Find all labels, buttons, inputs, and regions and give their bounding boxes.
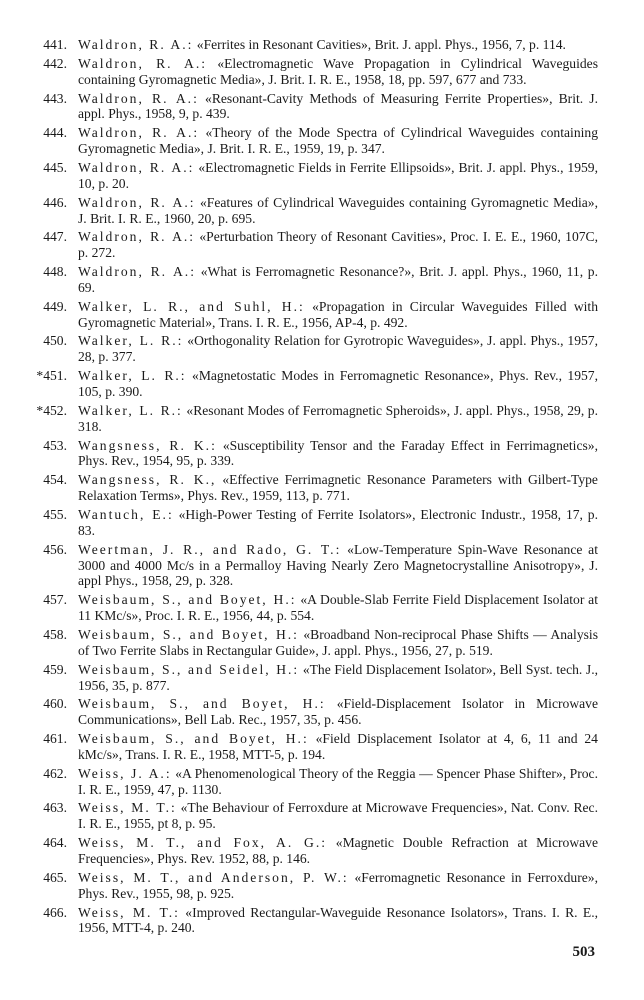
reference-number: 460. (43, 696, 67, 712)
reference-authors: Wangsness, R. K., (78, 472, 217, 488)
reference-authors: Weisbaum, S., and Boyet, H.: (78, 696, 326, 712)
reference-authors: Weiss, M. T.: (78, 904, 180, 920)
reference-authors: Weiss, M. T.: (78, 800, 177, 816)
reference-entry (24, 696, 598, 728)
reference-text: «Ferrites in Resonant Cavities», Brit. J. appl. Phys., 1956, 7, p. 114. (196, 37, 566, 52)
reference-authors: Wantuch, E.: (78, 506, 174, 522)
reference-entry (24, 195, 598, 227)
reference-text: «Low-Temperature Spin-Wave Resonance at 3000 and 4000 Mc/s in a Permalloy Having Nearly Zero Magnetocrystalline Anisotropy», J. appl Phys., 1958, 29, p. 328. (78, 541, 598, 589)
reference-number: 444. (43, 125, 67, 141)
reference-entry (24, 368, 598, 400)
reference-number: 462. (43, 765, 67, 781)
reference-entry (24, 299, 598, 331)
reference-number: 466. (43, 904, 67, 920)
reference-authors: Weiss, J. A.: (78, 765, 172, 781)
reference-authors: Walker, L. R., and Suhl, H.: (78, 298, 305, 314)
reference-entry (24, 438, 598, 470)
reference-number: 465. (43, 869, 67, 885)
reference-authors: Weertman, J. R., and Rado, G. T.: (78, 541, 342, 557)
reference-text: «Field-Displacement Isolator in Microwave Communications», Bell Lab. Rec., 1957, 35, p. 456. (78, 696, 598, 728)
reference-number: 457. (43, 592, 67, 608)
reference-entry (24, 835, 598, 867)
reference-authors: Weisbaum, S., and Boyet, H.: (78, 626, 299, 642)
reference-text: «Orthogonality Relation for Gyrotropic Waveguides», J. appl. Phys., 1957, 28, p. 377. (78, 333, 599, 365)
reference-text: «The Behaviour of Ferroxdure at Microwave Frequencies», Nat. Conv. Rec. I. R. E., 1955, pt 8, p. 95. (78, 800, 598, 832)
reference-list (24, 37, 598, 939)
reference-number: *452. (36, 402, 67, 418)
reference-authors: Wangsness, R. K.: (78, 437, 217, 453)
reference-text: «A Double-Slab Ferrite Field Displacement Isolator at 11 KMc/s», Proc. I. R. E., 1956, 44, p. 554. (78, 592, 598, 624)
reference-text: «Electromagnetic Fields in Ferrite Ellipsoids», Brit. J. appl. Phys., 1959, 10, p. 20. (78, 159, 598, 191)
reference-authors: Waldron, R. A.: (78, 229, 196, 245)
reference-number: 456. (43, 541, 67, 557)
reference-entry (24, 472, 598, 504)
reference-authors: Walker, L. R.: (78, 402, 183, 418)
reference-authors: Waldron, R. A.: (78, 90, 199, 106)
reference-entry (24, 662, 598, 694)
reference-entry (24, 125, 598, 157)
reference-text: «The Field Displacement Isolator», Bell Syst. tech. J., 1956, 35, p. 877. (78, 661, 598, 693)
reference-text: «Magnetic Double Refraction at Microwave Frequencies», Phys. Rev. 1952, 88, p. 146. (78, 835, 599, 867)
reference-text: «Resonant Modes of Ferromagnetic Spheroids», J. appl. Phys., 1958, 29, p. 318. (78, 402, 598, 434)
reference-number: 442. (43, 55, 67, 71)
reference-text: «Magnetostatic Modes in Ferromagnetic Resonance», Phys. Rev., 1957, 105, p. 390. (78, 368, 598, 400)
reference-entry (24, 800, 598, 832)
reference-text: «Broadband Non-reciprocal Phase Shifts — Analysis of Two Ferrite Slabs in Rectangular Guide», J. appl. Phys., 1956, 27, p. 519. (78, 626, 598, 658)
reference-entry (24, 627, 598, 659)
reference-entry (24, 229, 598, 261)
reference-authors: Waldron, R. A.: (78, 37, 194, 52)
reference-number: 458. (43, 626, 67, 642)
reference-text: «Electromagnetic Wave Propagation in Cylindrical Waveguides containing Gyromagnetic Media», J. Brit. I. R. E., 1958, 18, pp. 597, 677 and 733. (78, 55, 599, 87)
reference-text: «Perturbation Theory of Resonant Cavities», Proc. I. E. E., 1960, 107C, p. 272. (78, 229, 599, 261)
reference-entry (24, 56, 598, 88)
reference-number: 445. (43, 159, 67, 175)
reference-number: 441. (43, 37, 67, 52)
reference-entry (24, 403, 598, 435)
reference-text: «Ferromagnetic Resonance in Ferroxdure», Phys. Rev., 1955, 98, p. 925. (78, 869, 598, 901)
reference-authors: Waldron, R. A.: (78, 264, 196, 280)
reference-entry (24, 731, 598, 763)
reference-text: «Theory of the Mode Spectra of Cylindrical Waveguides containing Gyromagnetic Media», J. Brit. I. R. E., 1959, 19, p. 347. (78, 125, 598, 157)
reference-entry (24, 333, 598, 365)
reference-number: 453. (43, 437, 67, 453)
reference-number: 447. (43, 229, 67, 245)
reference-authors: Weisbaum, S., and Seidel, H.: (78, 661, 300, 677)
reference-text: «What is Ferromagnetic Resonance?», Brit. J. appl. Phys., 1960, 11, p. 69. (78, 264, 599, 295)
reference-authors: Weiss, M. T., and Fox, A. G.: (78, 835, 328, 851)
reference-entry (24, 766, 598, 798)
reference-authors: Waldron, R. A.: (78, 55, 208, 71)
reference-number: 463. (43, 800, 67, 816)
reference-entry (24, 160, 598, 192)
reference-text: «Features of Cylindrical Waveguides containing Gyromagnetic Media», J. Brit. I. R. E., 1960, 20, p. 695. (78, 194, 599, 226)
reference-authors: Weisbaum, S., and Boyet, H.: (78, 731, 309, 747)
reference-text: «Improved Rectangular-Waveguide Resonance Isolators», Trans. I. R. E., 1956, MTT-4, p. 240. (78, 904, 598, 936)
reference-authors: Waldron, R. A.: (78, 194, 196, 210)
reference-authors: Walker, L. R.: (78, 368, 187, 384)
reference-number: 459. (43, 661, 67, 677)
reference-authors: Waldron, R. A.: (78, 125, 200, 141)
reference-entry (24, 37, 598, 53)
reference-entry (24, 905, 598, 937)
reference-entry (24, 592, 598, 624)
reference-number: 449. (43, 298, 67, 314)
reference-number: 455. (43, 506, 67, 522)
reference-authors: Weiss, M. T., and Anderson, P. W.: (78, 869, 349, 885)
reference-text: «Field Displacement Isolator at 4, 6, 11 and 24 kMc/s», Trans. I. R. E., 1958, MTT-5, p. 194. (78, 731, 598, 762)
reference-text: «Propagation in Circular Waveguides Filled with Gyromagnetic Material», Trans. I. R. E., 1956, AP-4, p. 492. (78, 298, 598, 330)
reference-text: «High-Power Testing of Ferrite Isolators», Electronic Industr., 1958, 17, p. 83. (78, 506, 598, 538)
reference-entry (24, 542, 598, 590)
reference-text: «Susceptibility Tensor and the Faraday Effect in Ferrimagnetics», Phys. Rev., 1954, 95, p. 339. (78, 437, 598, 469)
reference-text: «Effective Ferrimagnetic Resonance Parameters with Gilbert-Type Relaxation Terms», Phys. Rev., 1959, 113, p. 771. (78, 472, 598, 504)
reference-number: 446. (43, 194, 67, 210)
reference-authors: Walker, L. R.: (78, 333, 184, 349)
reference-number: 464. (43, 835, 67, 851)
reference-authors: Weisbaum, S., and Boyet, H.: (78, 592, 297, 608)
reference-entry (24, 264, 598, 296)
reference-entry (24, 91, 598, 123)
page-number: 503 (572, 944, 595, 960)
reference-number: 454. (43, 472, 67, 488)
reference-entry (24, 870, 598, 902)
reference-number: 448. (43, 264, 67, 280)
reference-authors: Waldron, R. A.: (78, 159, 195, 175)
reference-number: *451. (36, 368, 67, 384)
reference-entry (24, 507, 598, 539)
reference-number: 461. (43, 731, 67, 747)
reference-number: 443. (43, 90, 67, 106)
reference-number: 450. (43, 333, 67, 349)
reference-text: «Resonant-Cavity Methods of Measuring Ferrite Properties», Brit. J. appl. Phys., 1958, 9, p. 439. (78, 90, 598, 122)
reference-text: «A Phenomenological Theory of the Reggia — Spencer Phase Shifter», Proc. I. R. E., 1959, 47, p. 1130. (78, 765, 598, 797)
